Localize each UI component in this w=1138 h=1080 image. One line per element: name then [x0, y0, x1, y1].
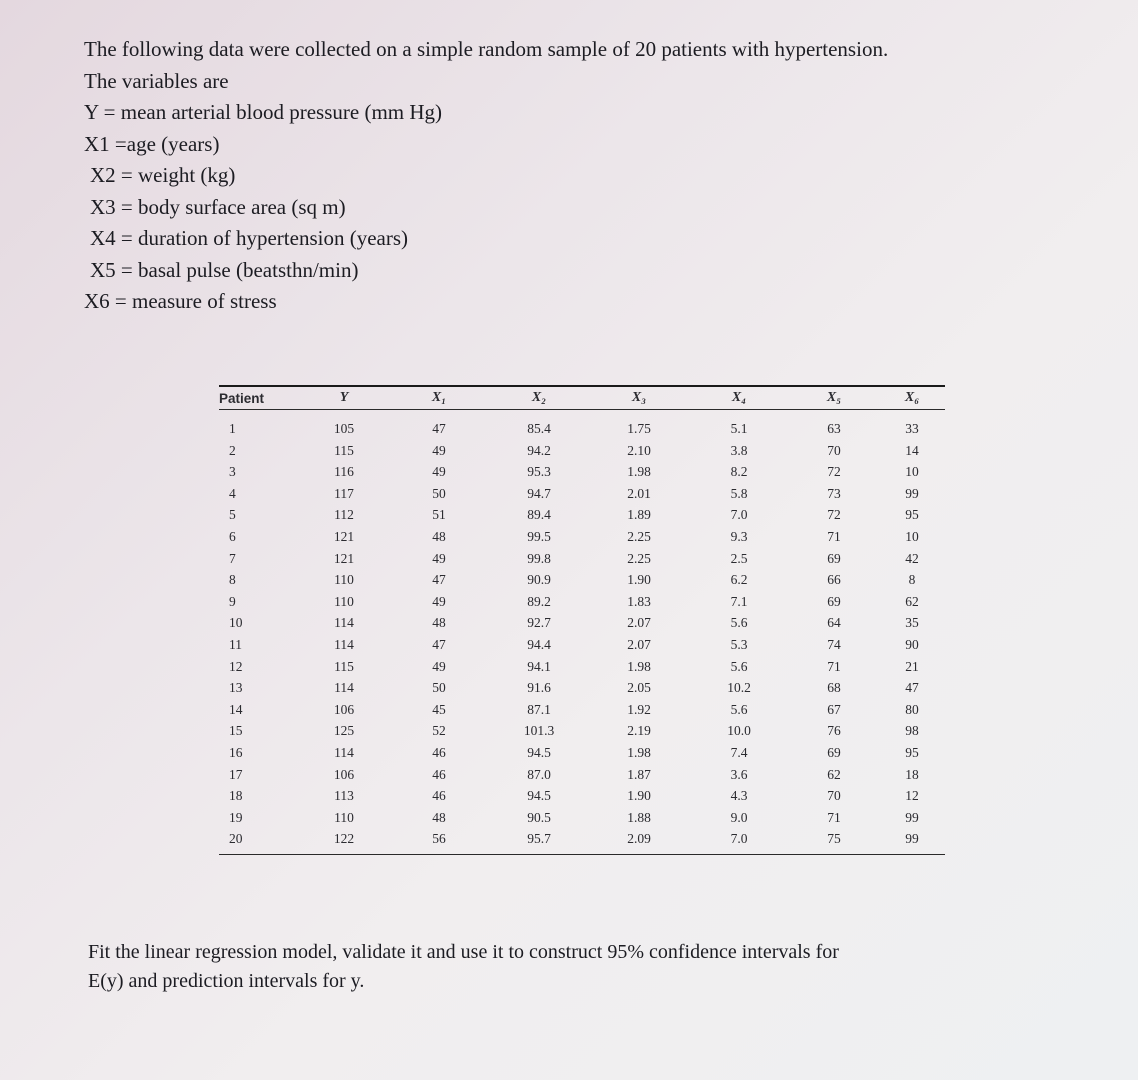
table-cell: 10	[229, 615, 243, 631]
table-cell: 94.5	[527, 744, 551, 760]
table-cell: 47	[432, 572, 446, 588]
table-cell: 17	[229, 766, 243, 782]
table-cell: 45	[432, 701, 446, 717]
table-cell: 116	[334, 464, 354, 480]
table-cell: 98	[905, 723, 919, 739]
table-cell: 3.6	[730, 766, 748, 782]
table-cell: 69	[827, 744, 841, 760]
table-cell: 89.4	[527, 507, 551, 523]
task-instructions	[88, 938, 1048, 996]
table-cell: 1.89	[627, 507, 651, 523]
table-cell: 90.9	[527, 572, 551, 588]
table-cell: 2	[229, 442, 236, 458]
table-cell: 2.07	[627, 636, 651, 652]
table-cell: 42	[905, 550, 919, 566]
table-cell: 125	[333, 723, 355, 739]
column-header: X₂	[531, 390, 547, 405]
table-cell: 9	[229, 593, 236, 609]
table-cell: 19	[229, 809, 243, 825]
table-cell: 72	[827, 507, 841, 523]
table-cell: 69	[827, 550, 841, 566]
column-header: X₅	[826, 390, 842, 405]
table-cell: 2.09	[627, 831, 651, 847]
table-cell: 1.75	[627, 421, 651, 436]
table-cell: 7	[229, 550, 236, 566]
table-cell: 110	[334, 809, 354, 825]
table-cell: 75	[827, 831, 841, 847]
table-row	[219, 504, 945, 526]
table-cell: 11	[229, 636, 242, 652]
table-cell: 80	[905, 701, 919, 717]
table-cell: 110	[334, 593, 354, 609]
table-cell: 113	[334, 788, 354, 804]
table-cell: 2.10	[627, 442, 651, 458]
table-cell: 1	[229, 421, 236, 436]
table-cell: 95	[905, 744, 919, 760]
table-cell: 5.1	[730, 421, 748, 436]
table-cell: 46	[432, 788, 446, 804]
table-cell: 50	[432, 485, 446, 501]
table-row	[219, 677, 945, 699]
variables-heading: The variables are	[84, 68, 229, 93]
table-cell: 99.5	[527, 528, 551, 544]
table-cell: 5.6	[730, 701, 748, 717]
table-cell: 48	[432, 809, 446, 825]
table-cell: 1.98	[627, 658, 651, 674]
table-cell: 20	[229, 831, 243, 847]
problem-intro	[84, 34, 1064, 318]
table-cell: 85.4	[527, 421, 551, 436]
table-cell: 14	[905, 442, 919, 458]
table-cell: 47	[432, 421, 446, 436]
table-cell: 1.87	[627, 766, 651, 782]
table-cell: 6.2	[730, 572, 748, 588]
table-cell: 10	[905, 464, 919, 480]
table-cell: 7.0	[730, 831, 748, 847]
table-row	[219, 526, 945, 548]
table-cell: 70	[827, 442, 841, 458]
table-cell: 64	[827, 615, 841, 631]
table-cell: 16	[229, 744, 243, 760]
table-cell: 70	[827, 788, 841, 804]
table-cell: 92.7	[527, 615, 551, 631]
table-cell: 90	[905, 636, 919, 652]
variable-y: Y = mean arterial blood pressure (mm Hg)	[84, 100, 443, 124]
table-cell: 49	[432, 593, 446, 609]
table-cell: 105	[333, 421, 355, 436]
table-cell: 67	[827, 701, 841, 717]
table-cell: 8	[908, 572, 916, 588]
table-cell: 7.1	[730, 593, 748, 609]
table-cell: 115	[334, 658, 354, 674]
table-cell: 9.0	[730, 809, 748, 825]
table-cell: 74	[827, 636, 841, 652]
column-header: X₆	[904, 390, 920, 405]
table-cell: 2.25	[627, 528, 651, 544]
table-cell: 12	[905, 788, 919, 804]
patient-data-table	[219, 385, 945, 855]
table-cell: 1.90	[627, 572, 651, 588]
table-cell: 13	[229, 680, 243, 696]
table-row	[219, 764, 945, 786]
table-header-row	[219, 387, 945, 409]
table-cell: 94.1	[527, 658, 551, 674]
table-cell: 6	[229, 528, 236, 544]
table-cell: 62	[905, 593, 919, 609]
table-cell: 47	[432, 636, 446, 652]
table-cell: 8	[229, 572, 236, 588]
table-cell: 114	[334, 615, 354, 631]
table-cell: 18	[905, 766, 919, 782]
table-cell: 110	[334, 572, 354, 588]
column-header: X₁	[431, 390, 447, 405]
instruction-line-2: E(y) and prediction intervals for y.	[88, 970, 365, 992]
table-cell: 122	[333, 831, 355, 847]
table-cell: 10.2	[727, 680, 751, 696]
table-cell: 52	[432, 723, 446, 739]
variable-x6: X6 = measure of stress	[84, 289, 277, 313]
table-row	[219, 785, 945, 807]
variable-x3: X3 = body surface area (sq m)	[90, 194, 346, 219]
table-cell: 112	[334, 507, 354, 523]
table-cell: 87.0	[527, 766, 551, 782]
table-cell: 63	[827, 421, 841, 436]
table-cell: 2.5	[730, 550, 748, 566]
table-cell: 33	[905, 421, 919, 436]
table-cell: 91.6	[527, 680, 551, 696]
table-cell: 106	[333, 766, 355, 782]
table-row	[219, 656, 945, 678]
variable-x1: X1 =age (years)	[84, 131, 220, 156]
table-cell: 5.8	[730, 485, 748, 501]
table-cell: 49	[432, 442, 446, 458]
table-cell: 69	[827, 593, 841, 609]
table-cell: 95.7	[527, 831, 551, 847]
table-cell: 2.05	[627, 680, 651, 696]
table-cell: 95	[905, 507, 919, 523]
table-cell: 114	[334, 680, 354, 696]
table-cell: 35	[905, 615, 919, 631]
table-cell: 99	[905, 485, 919, 501]
table-cell: 10.0	[727, 723, 751, 739]
table-cell: 1.92	[627, 701, 651, 717]
table-cell: 48	[432, 528, 446, 544]
variable-x5: X5 = basal pulse (beatsthn/min)	[90, 257, 359, 282]
table-cell: 89.2	[527, 593, 551, 609]
table-cell: 94.7	[527, 485, 551, 501]
column-header: X₃	[631, 390, 647, 405]
table-row	[219, 569, 945, 591]
table-cell: 10	[905, 528, 919, 544]
table-cell: 99	[905, 809, 919, 825]
variable-x2: X2 = weight (kg)	[90, 163, 236, 187]
table-cell: 5	[229, 507, 236, 523]
table-cell: 1.98	[627, 464, 651, 480]
table-cell: 106	[333, 701, 355, 717]
table-cell: 76	[827, 723, 841, 739]
table-cell: 8.2	[730, 464, 748, 480]
table-cell: 72	[827, 464, 841, 480]
column-header: Patient	[219, 390, 265, 406]
table-bottom-rule	[219, 854, 945, 855]
table-cell: 4	[229, 485, 236, 501]
table-cell: 121	[333, 550, 355, 566]
table-cell: 9.3	[730, 528, 748, 544]
table-cell: 5.6	[730, 658, 748, 674]
table-cell: 1.83	[627, 593, 651, 609]
table-cell: 49	[432, 550, 446, 566]
table-cell: 94.2	[527, 442, 551, 458]
table-cell: 51	[432, 507, 446, 523]
table-cell: 115	[334, 442, 354, 458]
table-cell: 46	[432, 744, 446, 760]
table-cell: 114	[334, 744, 354, 760]
table-row	[219, 440, 945, 462]
table-cell: 5.6	[730, 615, 748, 631]
table-row	[219, 720, 945, 742]
table-cell: 5.3	[730, 636, 748, 652]
table-cell: 3.8	[730, 442, 748, 458]
table-cell: 47	[905, 680, 919, 696]
table-cell: 49	[432, 464, 446, 480]
table-body	[219, 410, 945, 850]
table-cell: 62	[827, 766, 841, 782]
table-cell: 66	[827, 572, 841, 588]
table-cell: 2.19	[627, 723, 651, 739]
table-cell: 121	[333, 528, 355, 544]
table-cell: 50	[432, 680, 446, 696]
table-cell: 1.90	[627, 788, 651, 804]
table-cell: 95.3	[527, 464, 551, 480]
table-cell: 99	[905, 831, 919, 847]
table-cell: 18	[229, 788, 243, 804]
table-row	[219, 483, 945, 505]
table-cell: 12	[229, 658, 243, 674]
table-row	[219, 461, 945, 483]
table-cell: 94.5	[527, 788, 551, 804]
table-row	[219, 548, 945, 570]
table-row	[219, 807, 945, 829]
table-cell: 71	[827, 809, 841, 825]
table-cell: 46	[432, 766, 446, 782]
intro-sentence: The following data were collected on a simple random sample of 20 patients with hypertension.	[84, 37, 889, 61]
table-cell: 99.8	[527, 550, 551, 566]
table-cell: 114	[334, 636, 354, 652]
table-row	[219, 634, 945, 656]
table-cell: 1.88	[627, 809, 651, 825]
table-cell: 2.25	[627, 550, 651, 566]
table-cell: 7.4	[730, 744, 748, 760]
table-cell: 68	[827, 680, 841, 696]
table-row	[219, 591, 945, 613]
table-cell: 94.4	[527, 636, 551, 652]
table-cell: 49	[432, 658, 446, 674]
table-cell: 2.01	[627, 485, 651, 501]
column-header: X₄	[731, 390, 747, 405]
table-cell: 14	[229, 701, 243, 717]
table-cell: 71	[827, 528, 841, 544]
table-cell: 56	[432, 831, 446, 847]
table-row	[219, 742, 945, 764]
table-cell: 71	[827, 658, 841, 674]
table-row	[219, 612, 945, 634]
table-cell: 90.5	[527, 809, 551, 825]
table-cell: 15	[229, 723, 243, 739]
table-cell: 101.3	[523, 723, 555, 739]
table-cell: 48	[432, 615, 446, 631]
table-cell: 1.98	[627, 744, 651, 760]
table-row	[219, 828, 945, 850]
table-cell: 3	[229, 464, 236, 480]
table-cell: 73	[827, 485, 841, 501]
table-row	[219, 699, 945, 721]
variable-x4: X4 = duration of hypertension (years)	[90, 226, 409, 250]
table-cell: 4.3	[730, 788, 748, 804]
table-cell: 7.0	[730, 507, 748, 523]
table-cell: 117	[334, 485, 354, 501]
table-cell: 21	[905, 658, 919, 674]
table-cell: 2.07	[627, 615, 651, 631]
table-row	[219, 410, 945, 440]
instruction-line-1: Fit the linear regression model, validate it and use it to construct 95% confidence intervals for	[88, 941, 839, 963]
column-header: Y	[339, 390, 349, 405]
table-cell: 87.1	[527, 701, 551, 717]
